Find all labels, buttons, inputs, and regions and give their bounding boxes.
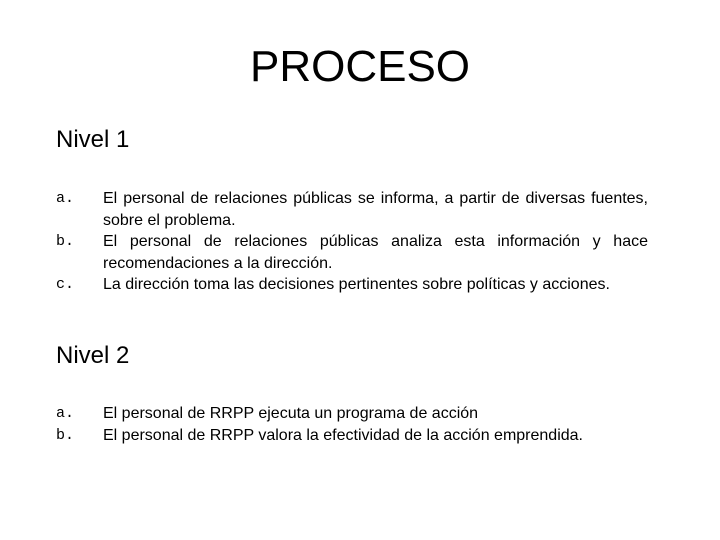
list-item xyxy=(56,274,648,296)
list-item-text: El personal de RRPP ejecuta un programa de acción xyxy=(103,405,479,422)
list-item xyxy=(56,231,648,274)
list-marker: b. xyxy=(56,426,75,444)
list-marker: c. xyxy=(56,276,75,293)
list-item xyxy=(56,403,648,425)
list-item-text: El personal de relaciones públicas se informa, a partir de diversas fuentes, sobre el problema. xyxy=(103,190,648,229)
list-item-text: El personal de relaciones públicas analiza esta información y hace recomendaciones a la dirección. xyxy=(103,233,648,272)
list-item-text: El personal de RRPP valora la efectividad de la acción emprendida. xyxy=(103,426,583,444)
list-item xyxy=(56,188,648,231)
list-item xyxy=(56,425,648,447)
level-2-heading: Nivel 2 xyxy=(56,342,130,369)
list-marker: a. xyxy=(56,405,75,422)
list-marker: b. xyxy=(56,233,75,250)
list-item-text: La dirección toma las decisiones pertinentes sobre políticas y acciones. xyxy=(103,276,610,293)
list-marker: a. xyxy=(56,190,75,207)
level-2-list xyxy=(56,403,648,446)
level-1-list xyxy=(56,188,648,296)
level-1-heading: Nivel 1 xyxy=(56,126,130,153)
slide-title: PROCESO xyxy=(249,42,471,91)
